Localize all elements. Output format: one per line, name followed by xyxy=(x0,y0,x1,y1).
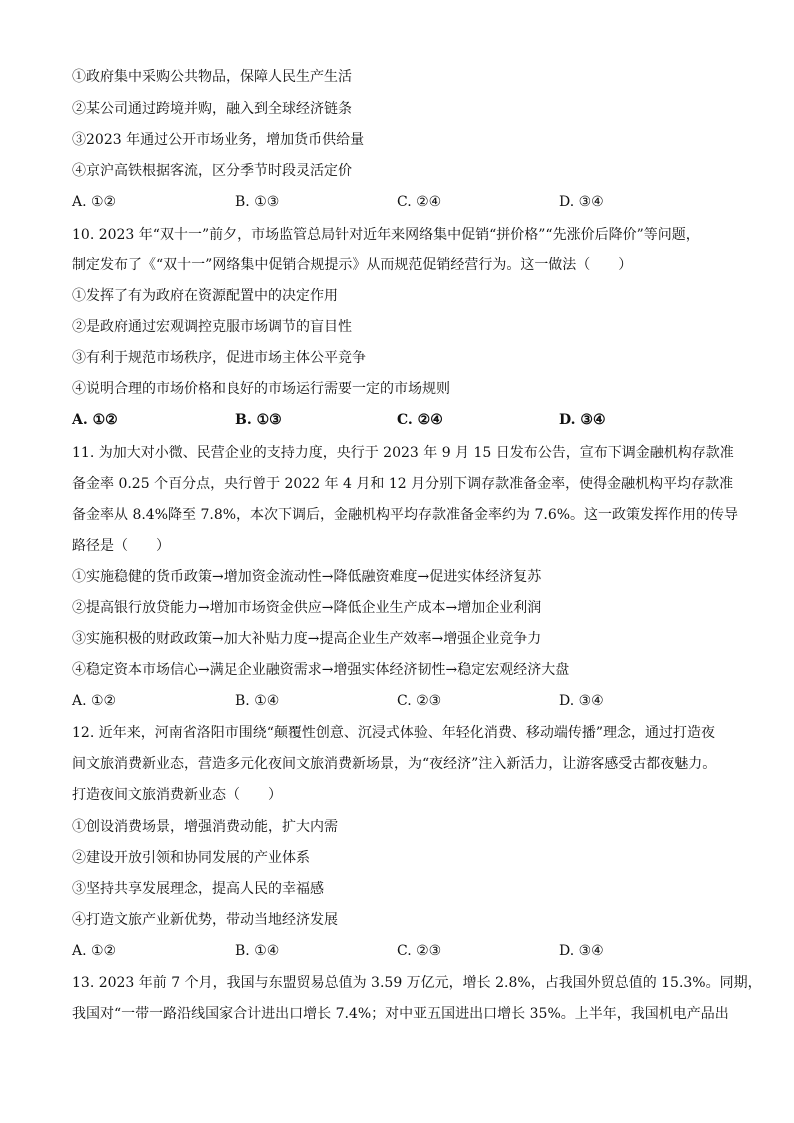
q13-stem-line-2: 我国对“一带一路沿线国家合计进出口增长 7.4%；对中亚五国进出口增长 35%。上半年，我国机电产品出 xyxy=(72,1006,729,1022)
q9-item-2: ②某公司通过跨境并购，融入到全球经济链条 xyxy=(72,101,352,117)
q12-item-3: ③坚持共享发展理念，提高人民的幸福感 xyxy=(72,881,324,897)
q10-item-3: ③有利于规范市场秩序，促进市场主体公平竞争 xyxy=(72,350,366,366)
q13-stem-line-1: 13. 2023 年前 7 个月，我国与东盟贸易总值为 3.59 万亿元，增长 2.8%，占我国外贸总值的 15.3%。同期， xyxy=(72,975,762,991)
q12-option-c: C. ②③ xyxy=(397,943,442,959)
q12-options xyxy=(72,942,752,960)
q10-item-4: ④说明合理的市场价格和良好的市场运行需要一定的市场规则 xyxy=(72,381,450,397)
q12-stem-line-3: 打造夜间文旅消费新业态（ ） xyxy=(72,787,282,803)
q11-options xyxy=(72,692,752,710)
q10-options xyxy=(72,411,752,429)
q11-item-3: ③实施积极的财政政策→加大补贴力度→提高企业生产效率→增强企业竞争力 xyxy=(72,631,542,647)
q10-option-d: D. ③④ xyxy=(559,412,606,428)
q11-item-4: ④稳定资本市场信心→满足企业融资需求→增强实体经济韧性→稳定宏观经济大盘 xyxy=(72,662,570,678)
q12-option-b: B. ①④ xyxy=(235,943,280,959)
q11-item-2: ②提高银行放贷能力→增加市场资金供应→降低企业生产成本→增加企业利润 xyxy=(72,600,542,616)
q9-option-c: C. ②④ xyxy=(397,194,442,210)
q10-stem-line-2: 制定发布了《“双十一”网络集中促销合规提示》从而规范促销经营行为。这一做法（ ） xyxy=(72,257,633,273)
q11-option-d: D. ③④ xyxy=(559,693,604,709)
q11-option-c: C. ②③ xyxy=(397,693,442,709)
q12-item-2: ②建设开放引领和协同发展的产业体系 xyxy=(72,850,310,866)
q9-option-a: A. ①② xyxy=(72,194,117,210)
q9-item-4: ④京沪高铁根据客流，区分季节时段灵活定价 xyxy=(72,163,352,179)
q10-option-b: B. ①③ xyxy=(235,412,282,428)
q12-option-d: D. ③④ xyxy=(559,943,604,959)
q9-item-1: ①政府集中采购公共物品，保障人民生产生活 xyxy=(72,69,352,85)
q11-item-1: ①实施稳健的货币政策→增加资金流动性→降低融资难度→促进实体经济复苏 xyxy=(72,569,542,585)
q10-option-c: C. ②④ xyxy=(397,412,443,428)
q12-option-a: A. ①② xyxy=(72,943,117,959)
q11-option-a: A. ①② xyxy=(72,693,117,709)
q10-item-2: ②是政府通过宏观调控克服市场调节的盲目性 xyxy=(72,319,352,335)
q10-stem-line-1: 10. 2023 年“双十一”前夕，市场监管总局针对近年来网络集中促销“拼价格”“先涨价后降价”等问题， xyxy=(72,227,700,243)
q11-stem-line-3: 备金率从 8.4%降至 7.8%，本次下调后，金融机构平均存款准备金率约为 7.6%。这一政策发挥作用的传导 xyxy=(72,507,739,523)
q11-option-b: B. ①④ xyxy=(235,693,280,709)
q12-item-1: ①创设消费场景，增强消费动能，扩大内需 xyxy=(72,819,338,835)
q9-option-d: D. ③④ xyxy=(559,194,604,210)
q12-item-4: ④打造文旅产业新优势，带动当地经济发展 xyxy=(72,912,338,928)
q9-options xyxy=(72,193,752,211)
q11-stem-line-1: 11. 为加大对小微、民营企业的支持力度，央行于 2023 年 9 月 15 日发布公告，宣布下调金融机构存款准 xyxy=(72,445,734,461)
q12-stem-line-2: 间文旅消费新业态，营造多元化夜间文旅消费新场景，为“夜经济”注入新活力，让游客感受古都夜魅力。 xyxy=(72,756,717,772)
q9-option-b: B. ①③ xyxy=(235,194,280,210)
q11-stem-line-2: 备金率 0.25 个百分点，央行曾于 2022 年 4 月和 12 月分别下调存款准备金率，使得金融机构平均存款准 xyxy=(72,476,734,492)
q9-item-3: ③2023 年通过公开市场业务，增加货币供给量 xyxy=(72,132,365,148)
q10-option-a: A. ①② xyxy=(72,412,118,428)
q10-item-1: ①发挥了有为政府在资源配置中的决定作用 xyxy=(72,288,338,304)
q12-stem-line-1: 12. 近年来，河南省洛阳市围绕“颠覆性创意、沉浸式体验、年轻化消费、移动端传播”理念，通过打造夜 xyxy=(72,725,716,741)
q11-stem-line-4: 路径是（ ） xyxy=(72,538,170,554)
